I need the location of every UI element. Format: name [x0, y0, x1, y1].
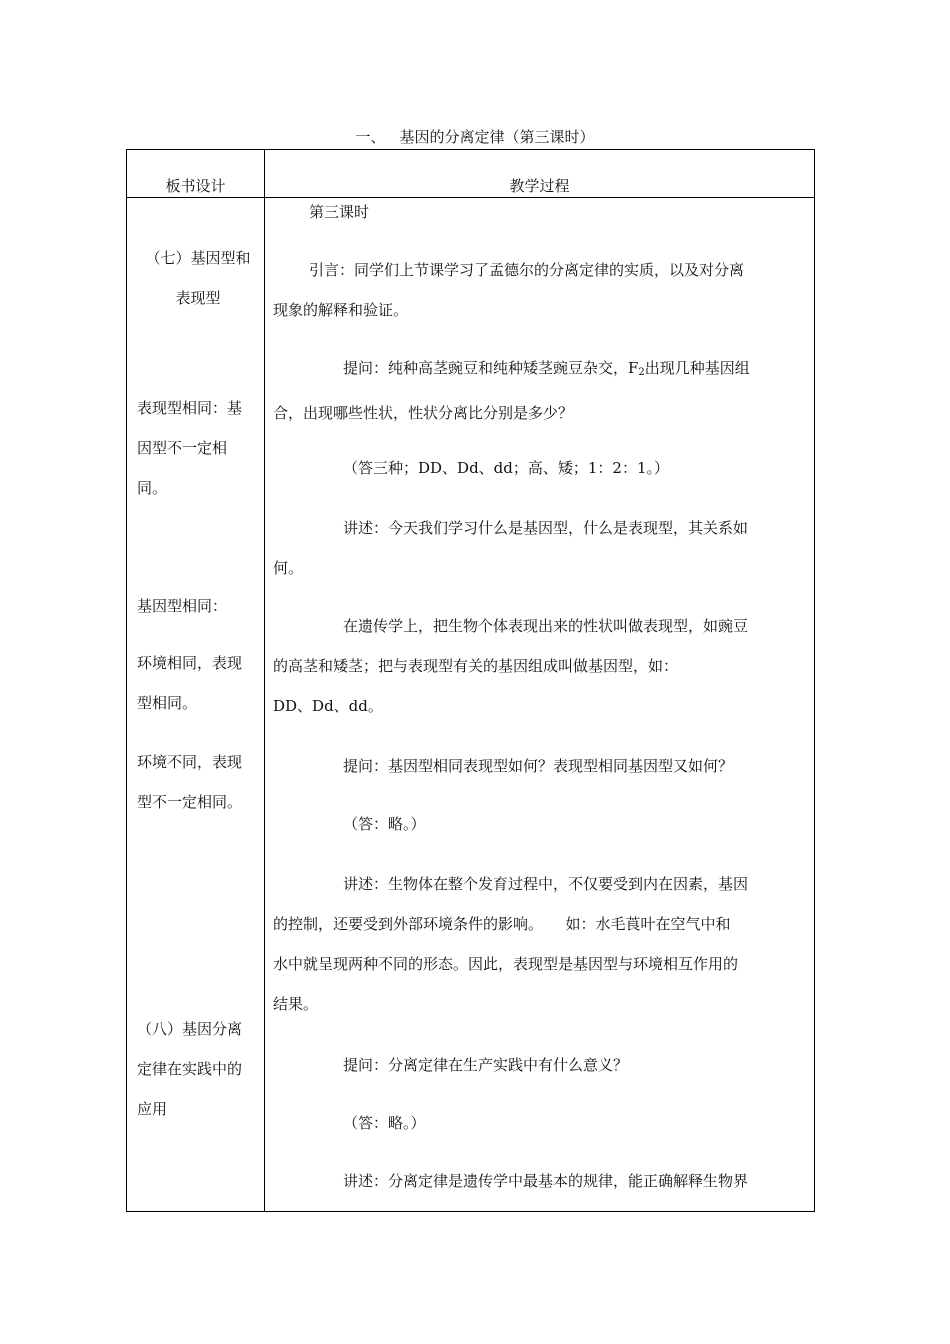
lesson-table: [126, 149, 815, 1212]
board-block-practice-application: （八）基因分离 定律在实践中的 应用: [137, 1020, 243, 1118]
paragraph-explanation-1: 讲述：今天我们学习什么是基因型，什么是表现型，其关系如 何。: [273, 519, 749, 577]
paragraph-answer-2: （答：略。）: [343, 815, 426, 833]
column-divider: [264, 150, 265, 1211]
paragraph-question-1: 提问：纯种高茎豌豆和纯种矮茎豌豆杂交，$F_2$出现几种基因组 合，出现哪些性状，性状分离比分别是多少？: [273, 359, 750, 422]
header-teaching-process: 教学过程: [509, 177, 570, 195]
lesson-heading: 第三课时: [309, 203, 370, 221]
board-block-same-environment: 环境相同，表现 型相同。: [137, 654, 243, 712]
paragraph-answer-1: （答三种；DD、Dd、dd；高、矮；1：2：1。）: [343, 459, 670, 477]
paragraph-explanation-3: 讲述：分离定律是遗传学中最基本的规律，能正确解释生物界: [343, 1172, 749, 1190]
title-number: 一、: [355, 128, 386, 146]
board-block-same-genotype: 基因型相同：: [137, 597, 228, 615]
document-title: [0, 126, 950, 148]
paragraph-answer-3: （答：略。）: [343, 1114, 426, 1132]
board-block-different-environment: 环境不同，表现 型不一定相同。: [137, 753, 243, 811]
title-text: 基因的分离定律（第三课时）: [399, 128, 595, 146]
paragraph-definition: 在遗传学上，把生物个体表现出来的性状叫做表现型，如豌豆 的高茎和矮茎；把与表现型有关的基因组成叫做基因型，如： DD、Dd、dd。: [273, 617, 749, 715]
paragraph-introduction: 引言：同学们上节课学习了孟德尔的分离定律的实质，以及对分离 现象的解释和验证。: [273, 261, 745, 319]
header-board-design: 板书设计: [165, 177, 226, 195]
board-block-genotype-phenotype: （七）基因型和 表现型: [145, 249, 251, 307]
board-block-same-phenotype: 表现型相同：基 因型不一定相 同。: [137, 399, 243, 497]
paragraph-explanation-2: 讲述：生物体在整个发育过程中，不仅要受到内在因素，基因 的控制，还要受到外部环境条件的影响。 如：水毛莨叶在空气中和 水中就呈现两种不同的形态。因此，表现型是基因型与环境相互作用的 结果。: [273, 875, 749, 1013]
paragraph-question-3: 提问：分离定律在生产实践中有什么意义？: [343, 1056, 629, 1074]
header-divider: [127, 197, 814, 198]
paragraph-question-2: 提问：基因型相同表现型如何？表现型相同基因型又如何？: [343, 757, 734, 775]
